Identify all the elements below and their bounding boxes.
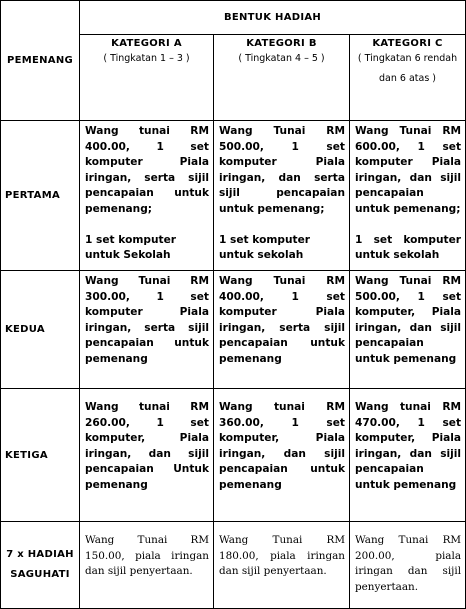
prize-cell: Wang Tunai RM 400.00, 1 set komputer Piala iringan, serta sijil pencapaian untuk pemenang xyxy=(214,271,350,389)
row-kedua xyxy=(1,271,466,389)
prize-cell: Wang Tunai RM 180.00, piala iringan dan sijil penyertaan. xyxy=(214,522,350,609)
category-c-header: KATEGORI C ( Tingkatan 6 rendah dan 6 atas ) xyxy=(350,35,466,121)
row-label-pertama: PERTAMA xyxy=(1,121,80,271)
prize-cell: Wang Tunai RM 150.00, piala iringan dan sijil penyertaan. xyxy=(80,522,214,609)
row-ketiga xyxy=(1,389,466,522)
row-pertama xyxy=(1,121,466,271)
prize-cell: Wang tunai RM 260.00, 1 set komputer, Piala iringan, dan sijil pencapaian Untuk pemenang xyxy=(80,389,214,522)
row-saguhati xyxy=(1,522,466,609)
prize-cell: Wang Tunai RM 200.00, piala iringan dan sijil penyertaan. xyxy=(350,522,466,609)
category-b-header: KATEGORI B ( Tingkatan 4 – 5 ) xyxy=(214,35,350,121)
prize-cell: Wang tunai RM 470.00, 1 set komputer, Piala iringan, dan sijil pencapaian untuk pemenang xyxy=(350,389,466,522)
prize-cell: Wang tunai RM 400.00, 1 set komputer Piala iringan, serta sijil pencapaian untuk pemenang; 1 set komputer untuk Sekolah xyxy=(80,121,214,271)
prize-cell: Wang Tunai RM 600.00, 1 set komputer Piala iringan, dan sijil pencapaian untuk pemenang; 1 set komputer untuk sekolah xyxy=(350,121,466,271)
row-label-kedua: KEDUA xyxy=(1,271,80,389)
prize-cell: Wang Tunai RM 500.00, 1 set komputer, Piala iringan, dan sijil pencapaian untuk pemenang xyxy=(350,271,466,389)
prize-form-header: BENTUK HADIAH xyxy=(80,1,466,35)
category-a-header: KATEGORI A ( Tingkatan 1 – 3 ) xyxy=(80,35,214,121)
winner-header: PEMENANG xyxy=(1,1,80,121)
row-label-ketiga: KETIGA xyxy=(1,389,80,522)
row-label-saguhati: 7 x HADIAH SAGUHATI xyxy=(1,522,80,609)
prize-cell: Wang Tunai RM 300.00, 1 set komputer Piala iringan, serta sijil pencapaian untuk pemenang xyxy=(80,271,214,389)
prize-cell: Wang tunai RM 360.00, 1 set komputer, Piala iringan, dan sijil pencapaian untuk pemenang xyxy=(214,389,350,522)
prize-cell: Wang Tunai RM 500.00, 1 set komputer Piala iringan, dan serta sijil pencapaian untuk pemenang; 1 set komputer untuk sekolah xyxy=(214,121,350,271)
